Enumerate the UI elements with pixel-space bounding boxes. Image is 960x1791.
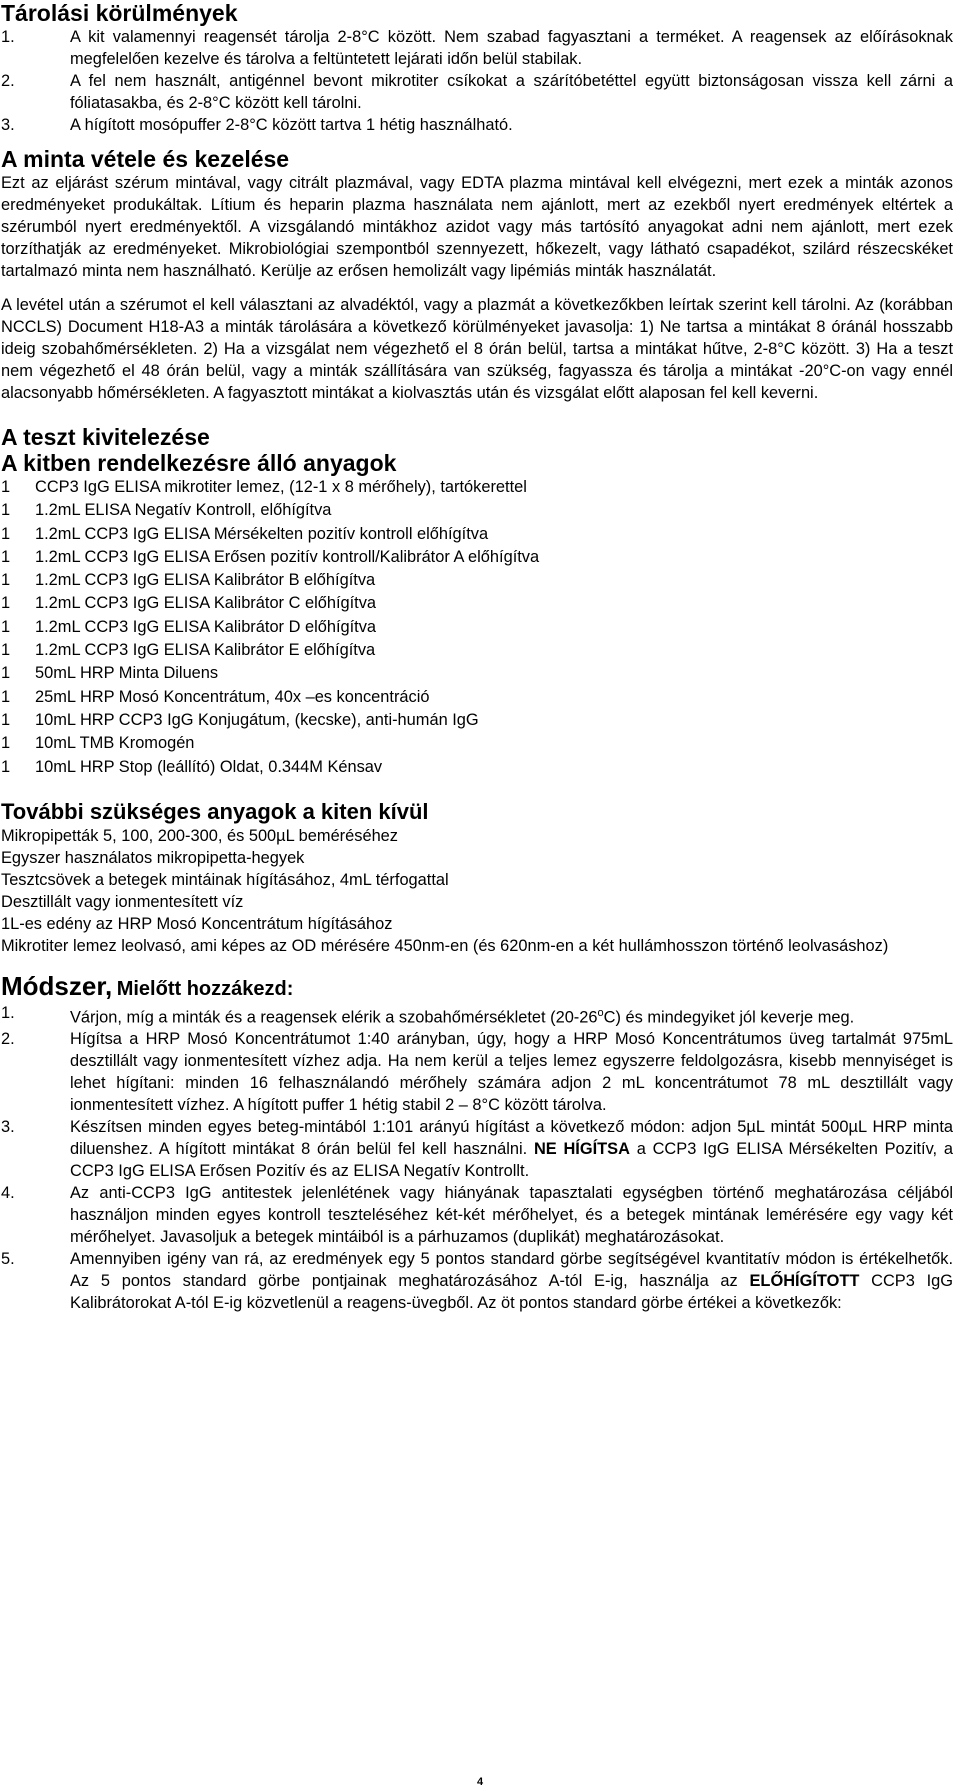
list-item — [1, 26, 953, 70]
material-text: 1.2mL CCP3 IgG ELISA Kalibrátor D előhígítva — [35, 617, 377, 636]
extra-materials-list — [1, 825, 953, 957]
material-text: 1.2mL CCP3 IgG ELISA Mérsékelten pozitív kontroll előhígítva — [35, 524, 489, 543]
item-text: A fel nem használt, antigénnel bevont mikrotiter csíkokat a szárítóbetéttel együtt biztonságosan vissza kell zárni a fóliatasakba, és 2-8°C között kell tárolni. — [70, 72, 953, 112]
extra-material-item: Mikropipetták 5, 100, 200-300, és 500µL beméréséhez — [1, 826, 398, 845]
item-number: 1. — [1, 28, 15, 46]
method-steps — [1, 1002, 953, 1314]
extra-material-item: Egyszer használatos mikropipetta-hegyek — [1, 848, 305, 867]
material-item — [1, 616, 953, 639]
storage-list — [1, 26, 953, 136]
material-item — [1, 686, 953, 709]
material-quantity: 1 — [1, 664, 11, 683]
extra-material-item: 1L-es edény az HRP Mosó Koncentrátum hígításához — [1, 914, 393, 933]
material-quantity: 1 — [1, 710, 11, 729]
step-text: Az anti-CCP3 IgG antitestek jelenlétének vagy hiányának tapasztalati egységben történő meghatározása céljából használjon minden egyes kontroll teszteléséhez két-két mérőhelyet, és a betegek mintának lemérésére egy vagy két mérőhelyet. Javasoljuk a betegek mintáiból is a párhuzamos (duplikát) meghatározásokat. — [70, 1184, 953, 1247]
item-number: 3. — [1, 116, 15, 134]
materials-list — [1, 476, 953, 779]
method-heading — [1, 971, 953, 1002]
material-text: 10mL TMB Kromogén — [35, 734, 195, 753]
material-text: 25mL HRP Mosó Koncentrátum, 40x –es koncentráció — [35, 687, 430, 706]
material-item — [1, 732, 953, 755]
extra-material-item: Tesztcsövek a betegek mintáinak hígításához, 4mL térfogattal — [1, 870, 449, 889]
materials-heading: A kitben rendelkezésre álló anyagok — [1, 450, 397, 476]
material-text: 1.2mL CCP3 IgG ELISA Kalibrátor C előhígítva — [35, 594, 377, 613]
item-number: 2. — [1, 72, 15, 90]
step-text: ELŐHÍGÍTOTT — [749, 1272, 860, 1291]
material-item — [1, 662, 953, 685]
material-text: 10mL HRP CCP3 IgG Konjugátum, (kecske), anti-humán IgG — [35, 710, 479, 729]
list-item — [1, 114, 953, 136]
method-step — [1, 1182, 953, 1248]
material-quantity: 1 — [1, 641, 11, 660]
page-number: 4 — [476, 1776, 484, 1788]
method-heading-big: Módszer, — [1, 970, 113, 1001]
material-item — [1, 592, 953, 615]
step-text: a CCP3 IgG ELISA Mérsékelten Pozitív, a CCP3 IgG ELISA Erősen Pozitív és az ELISA Negatív Kontrollt. — [70, 1140, 953, 1181]
step-text: CCP3 IgG Kalibrátorokat A-tól E-ig közvetlenül a reagens-üvegből. Az öt pontos standard görbe értékei a következők: — [70, 1272, 954, 1313]
material-quantity: 1 — [1, 571, 11, 590]
material-quantity: 1 — [1, 594, 11, 613]
method-step — [1, 1116, 953, 1182]
material-quantity: 1 — [1, 547, 11, 566]
material-text: 1.2mL CCP3 IgG ELISA Erősen pozitív kontroll/Kalibrátor A előhígítva — [35, 547, 540, 566]
step-number: 5. — [1, 1250, 15, 1269]
method-heading-small: Mielőtt hozzákezd: — [116, 977, 294, 1000]
method-step — [1, 1248, 953, 1314]
step-text: Készítsen minden egyes beteg-mintából 1:101 arányú hígítást a következő módon: adjon 5µL mintát 500µL HRP minta diluenshez. A hígított mintákat 8 órán belül fel kell használni. — [70, 1118, 953, 1159]
material-item — [1, 756, 953, 779]
step-text: Várjon, míg a minták és a reagensek elérik a szobahőmérsékletet (20-26 — [70, 1008, 598, 1027]
step-text: Hígítsa a HRP Mosó Koncentrátumot 1:40 arányban, úgy, hogy a HRP Mosó Koncentrátumos üveg tartalmát 975mL desztillált vagy ionmentesített vízhez adja. Ha nem kerül a teljes lemez egyszerre feldolgozásra, kisebb mennyiséget is lehet hígítani: minden 16 felhasználandó mérőhely számára adjon 2 mL koncentrátumot 78 mL desztillált vagy ionmentesített vízhez. A hígított puffer 1 hétig stabil 2 – 8°C között tárolva. — [70, 1030, 953, 1115]
material-text: 10mL HRP Stop (leállító) Oldat, 0.344M Kénsav — [35, 757, 383, 776]
sample-paragraph-2: A levétel után a szérumot el kell választani az alvadéktól, vagy a plazmát a következőkben leírtak szerint kell tárolni. Az (korábban NCCLS) Document H18-A3 a minták tárolására a következő körülményeket javasolja: 1) Ne tartsa a mintákat 8 óránál hosszabb ideig szobahőmérsékleten. 2) Ha a vizsgálat nem végezhető el 8 órán belül, tartsa a mintákat hűtve, 2-8°C között. 3) Ha a teszt nem végezhető el 48 órán belül, vagy a minták szállítására van szükség, fagyassza és tárolja a mintákat -20°C-on vagy ennél alacsonyabb hőmérsékleten. A fagyasztott mintákat a kiolvasztás után és vizsgálat előtt alaposan fel kell keverni. — [1, 296, 953, 402]
material-quantity: 1 — [1, 524, 11, 543]
material-quantity: 1 — [1, 734, 11, 753]
material-item — [1, 709, 953, 732]
step-number: 3. — [1, 1118, 15, 1137]
material-quantity: 1 — [1, 757, 11, 776]
storage-heading: Tárolási körülmények — [1, 0, 238, 26]
material-text: 1.2mL CCP3 IgG ELISA Kalibrátor E előhígítva — [35, 641, 376, 660]
sample-heading: A minta vétele és kezelése — [1, 146, 290, 172]
material-text: CCP3 IgG ELISA mikrotiter lemez, (12-1 x 8 mérőhely), tartókerettel — [35, 478, 527, 496]
item-text: A kit valamennyi reagensét tárolja 2-8°C között. Nem szabad fagyasztani a terméket. A reagensek az előírásoknak megfelelően kezelve és tárolva a feltüntetett lejárati időn belül stabilak. — [70, 28, 953, 68]
step-number: 2. — [1, 1030, 15, 1049]
material-quantity: 1 — [1, 478, 11, 496]
sample-paragraph-1: Ezt az eljárást szérum mintával, vagy citrált plazmával, vagy EDTA plazma mintával kell elvégezni, mert ezek a minták azonos eredményeket produkáltak. Lítium és heparin plazma használata nem ajánlott, mert az ezekből nyert eredmények eltértek a szérumból nyert eredményektől. A vizsgálandó mintákhoz azidot vagy más tartósító anyagokat adni nem ajánlott, mert ezek torzíthatják az eredményeket. Mikrobiológiai szempontból szennyezett, hőkezelt, vagy látható csapadékot, szilárd részecskéket tartalmazó minta nem használható. Kerülje az erősen hemolizált vagy lipémiás minták használatát. — [1, 174, 953, 280]
material-text: 50mL HRP Minta Diluens — [35, 664, 219, 683]
list-item — [1, 70, 953, 114]
extra-material-item: Desztillált vagy ionmentesített víz — [1, 892, 244, 911]
method-step — [1, 1028, 953, 1116]
extra-material-item: Mikrotiter lemez leolvasó, ami képes az OD mérésére 450nm-en (és 620nm-en a két hullámhosszon történő leolvasáshoz) — [1, 936, 889, 955]
step-text: NE HÍGÍTSA — [533, 1140, 630, 1159]
material-item — [1, 523, 953, 546]
material-item — [1, 499, 953, 522]
material-item — [1, 476, 953, 499]
step-text: o — [597, 1006, 604, 1019]
material-text: 1.2mL ELISA Negatív Kontroll, előhígítva — [35, 501, 332, 520]
material-item — [1, 569, 953, 592]
material-item — [1, 546, 953, 569]
step-number: 4. — [1, 1184, 15, 1203]
test-heading: A teszt kivitelezése — [1, 424, 210, 450]
step-text: Amennyiben igény van rá, az eredmények egy 5 pontos standard görbe segítségével kvantitatív módon is értékelhetők. Az 5 pontos standard görbe pontjainak meghatározásához A-tól E-ig, használja az — [70, 1250, 953, 1291]
step-number: 1. — [1, 1003, 15, 1022]
material-text: 1.2mL CCP3 IgG ELISA Kalibrátor B előhígítva — [35, 571, 376, 590]
material-item — [1, 639, 953, 662]
material-quantity: 1 — [1, 687, 11, 706]
method-step — [1, 1002, 953, 1028]
step-text: C) és mindegyiket jól keverje meg. — [603, 1008, 855, 1027]
material-quantity: 1 — [1, 501, 11, 520]
item-text: A hígított mosópuffer 2-8°C között tartva 1 hétig használható. — [70, 116, 513, 134]
material-quantity: 1 — [1, 617, 11, 636]
extra-materials-heading: További szükséges anyagok a kiten kívül — [1, 798, 429, 824]
